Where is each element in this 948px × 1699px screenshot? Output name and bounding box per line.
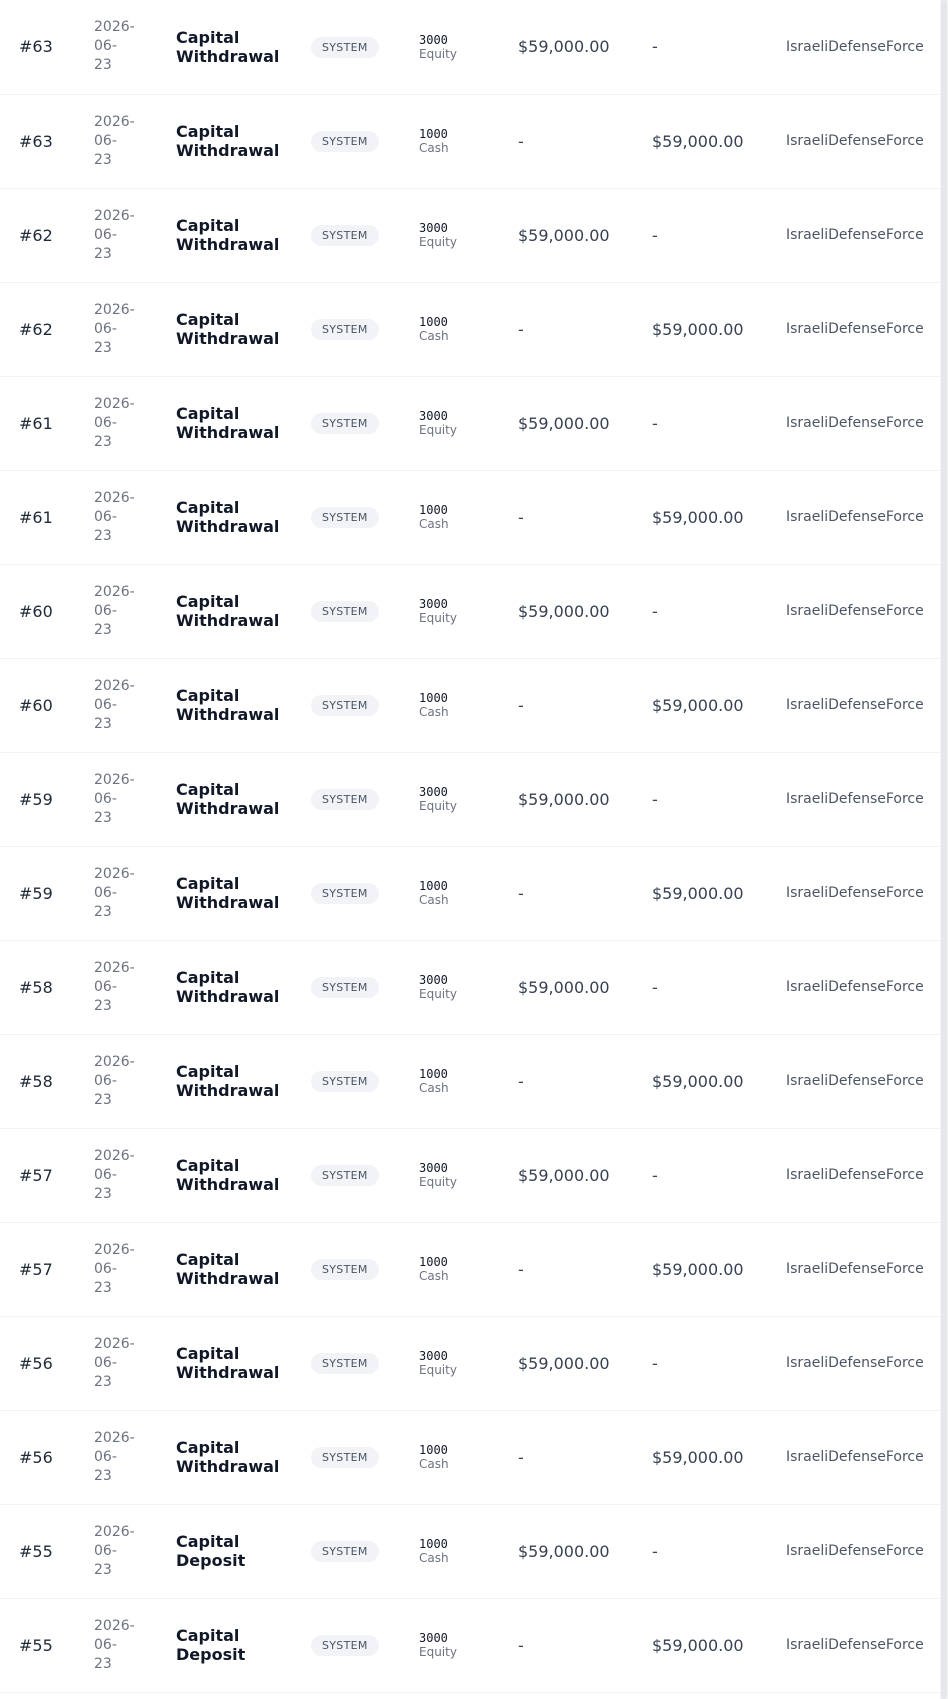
debit-amount: -: [518, 1259, 524, 1279]
account-cell: [419, 470, 518, 564]
entry-date-cell: [94, 188, 176, 282]
credit-amount: -: [652, 37, 658, 57]
entry-id: #58: [19, 1071, 53, 1091]
account-name: Equity: [419, 1175, 457, 1189]
account-code: 3000: [419, 785, 448, 799]
debit-amount: -: [518, 319, 524, 339]
entry-user: IsraeliDefenseForce: [786, 415, 924, 431]
scrollbar-thumb[interactable]: [941, 0, 947, 1699]
table-row[interactable]: [0, 1598, 940, 1692]
entry-date-cell: [94, 1504, 176, 1598]
account-code: 1000: [419, 503, 448, 517]
entry-user: IsraeliDefenseForce: [786, 133, 924, 149]
entry-date-cell: [94, 1598, 176, 1692]
entry-date-cell: [94, 1410, 176, 1504]
source-badge: SYSTEM: [311, 789, 379, 810]
account-cell: [419, 1222, 518, 1316]
entry-user: IsraeliDefenseForce: [786, 227, 924, 243]
entry-type: Capital Withdrawal: [176, 1438, 280, 1476]
entry-type: Capital Deposit: [176, 1532, 246, 1570]
entry-user: IsraeliDefenseForce: [786, 321, 924, 337]
credit-amount: $59,000.00: [652, 1259, 744, 1279]
entry-id: #62: [19, 319, 53, 339]
entry-source-cell: [311, 1598, 419, 1692]
source-badge: SYSTEM: [311, 1541, 379, 1562]
entry-id: #63: [19, 37, 53, 57]
credit-amount: -: [652, 1541, 658, 1561]
credit-amount: $59,000.00: [652, 507, 744, 527]
credit-amount: $59,000.00: [652, 1635, 744, 1655]
entry-user: IsraeliDefenseForce: [786, 1543, 924, 1559]
entry-source-cell: [311, 1222, 419, 1316]
account-code: 3000: [419, 409, 448, 423]
entry-type: Capital Withdrawal: [176, 780, 280, 818]
table-row[interactable]: [0, 94, 940, 188]
table-row[interactable]: [0, 1128, 940, 1222]
entry-date: 2026- 06- 23: [94, 771, 135, 826]
table-row[interactable]: [0, 1316, 940, 1410]
entry-type: Capital Withdrawal: [176, 122, 280, 160]
entry-date: 2026- 06- 23: [94, 19, 135, 74]
table-row[interactable]: [0, 752, 940, 846]
debit-amount: -: [518, 131, 524, 151]
table-row[interactable]: [0, 564, 940, 658]
entry-date-cell: [94, 0, 176, 94]
account-name: Cash: [419, 141, 449, 155]
source-badge: SYSTEM: [311, 1259, 379, 1280]
entry-id: #56: [19, 1447, 53, 1467]
entry-id: #61: [19, 507, 53, 527]
account-code: 3000: [419, 597, 448, 611]
table-row[interactable]: [0, 1410, 940, 1504]
account-code: 3000: [419, 1631, 448, 1645]
account-cell: [419, 940, 518, 1034]
account-cell: [419, 564, 518, 658]
entry-id: #56: [19, 1353, 53, 1373]
source-badge: SYSTEM: [311, 695, 379, 716]
debit-amount: $59,000.00: [518, 789, 610, 809]
entry-source-cell: [311, 1504, 419, 1598]
entry-date: 2026- 06- 23: [94, 489, 135, 544]
account-name: Cash: [419, 1457, 449, 1471]
credit-amount: -: [652, 977, 658, 997]
account-cell: [419, 846, 518, 940]
credit-amount: -: [652, 789, 658, 809]
account-code: 3000: [419, 973, 448, 987]
source-badge: SYSTEM: [311, 883, 379, 904]
table-row[interactable]: [0, 658, 940, 752]
account-code: 1000: [419, 127, 448, 141]
credit-amount: -: [652, 1353, 658, 1373]
entry-type: Capital Withdrawal: [176, 874, 280, 912]
account-cell: [419, 0, 518, 94]
entry-type: Capital Withdrawal: [176, 592, 280, 630]
entry-type: Capital Withdrawal: [176, 1344, 280, 1382]
entry-date-cell: [94, 658, 176, 752]
entry-date: 2026- 06- 23: [94, 301, 135, 356]
entry-type: Capital Withdrawal: [176, 968, 280, 1006]
debit-amount: -: [518, 1447, 524, 1467]
account-cell: [419, 1128, 518, 1222]
account-code: 1000: [419, 1255, 448, 1269]
scrollbar-track[interactable]: [940, 0, 948, 1699]
entry-date-cell: [94, 752, 176, 846]
account-code: 1000: [419, 691, 448, 705]
account-cell: [419, 1410, 518, 1504]
entry-id: #55: [19, 1635, 53, 1655]
source-badge: SYSTEM: [311, 37, 379, 58]
account-cell: [419, 376, 518, 470]
credit-amount: $59,000.00: [652, 1447, 744, 1467]
account-name: Cash: [419, 329, 449, 343]
entry-date: 2026- 06- 23: [94, 1241, 135, 1296]
table-row[interactable]: [0, 0, 940, 94]
account-name: Cash: [419, 1081, 449, 1095]
entry-date: 2026- 06- 23: [94, 207, 135, 262]
debit-amount: -: [518, 1635, 524, 1655]
entry-date-cell: [94, 940, 176, 1034]
entry-source-cell: [311, 1410, 419, 1504]
account-code: 3000: [419, 1161, 448, 1175]
account-cell: [419, 1034, 518, 1128]
entry-user: IsraeliDefenseForce: [786, 979, 924, 995]
source-badge: SYSTEM: [311, 1635, 379, 1656]
entry-id: #59: [19, 883, 53, 903]
account-cell: [419, 94, 518, 188]
source-badge: SYSTEM: [311, 507, 379, 528]
entry-source-cell: [311, 940, 419, 1034]
table-row[interactable]: [0, 376, 940, 470]
entry-type: Capital Withdrawal: [176, 1250, 280, 1288]
account-name: Equity: [419, 46, 457, 61]
entry-user: IsraeliDefenseForce: [786, 1261, 924, 1277]
entry-user: IsraeliDefenseForce: [786, 697, 924, 713]
credit-amount: -: [652, 225, 658, 245]
entry-user: IsraeliDefenseForce: [786, 603, 924, 619]
source-badge: SYSTEM: [311, 225, 379, 246]
table-row[interactable]: [0, 470, 940, 564]
entry-date: 2026- 06- 23: [94, 677, 135, 732]
entry-source-cell: [311, 752, 419, 846]
account-cell: [419, 1504, 518, 1598]
entry-type: Capital Withdrawal: [176, 1156, 280, 1194]
entry-source-cell: [311, 0, 419, 94]
entry-date: 2026- 06- 23: [94, 1429, 135, 1484]
entry-type: Capital Withdrawal: [176, 498, 280, 536]
debit-amount: -: [518, 507, 524, 527]
source-badge: SYSTEM: [311, 601, 379, 622]
debit-amount: $59,000.00: [518, 1541, 610, 1561]
entry-type: Capital Deposit: [176, 1626, 246, 1664]
debit-amount: -: [518, 883, 524, 903]
entry-date-cell: [94, 470, 176, 564]
entry-id: #63: [19, 131, 53, 151]
entry-id: #59: [19, 789, 53, 809]
account-code: 1000: [419, 879, 448, 893]
entry-source-cell: [311, 376, 419, 470]
account-name: Equity: [419, 987, 457, 1001]
table-row[interactable]: [0, 940, 940, 1034]
credit-amount: -: [652, 601, 658, 621]
debit-amount: $59,000.00: [518, 977, 610, 997]
account-name: Cash: [419, 517, 449, 531]
account-name: Equity: [419, 423, 457, 437]
entry-user: IsraeliDefenseForce: [786, 38, 924, 55]
account-code: 1000: [419, 315, 448, 329]
debit-amount: $59,000.00: [518, 37, 610, 57]
credit-amount: $59,000.00: [652, 319, 744, 339]
entry-source-cell: [311, 470, 419, 564]
entry-id: #60: [19, 695, 53, 715]
entry-id: #57: [19, 1259, 53, 1279]
entry-date-cell: [94, 1316, 176, 1410]
entry-id: #55: [19, 1541, 53, 1561]
entry-date-cell: [94, 1128, 176, 1222]
entry-type: Capital Withdrawal: [176, 1062, 280, 1100]
credit-amount: -: [652, 1165, 658, 1185]
credit-amount: $59,000.00: [652, 1071, 744, 1091]
entry-type: Capital Withdrawal: [176, 686, 280, 724]
account-code: 3000: [419, 1349, 448, 1363]
entry-user: IsraeliDefenseForce: [786, 791, 924, 807]
table-row[interactable]: [0, 1504, 940, 1598]
account-cell: [419, 1598, 518, 1692]
entry-id: #62: [19, 225, 53, 245]
debit-amount: $59,000.00: [518, 413, 610, 433]
debit-amount: $59,000.00: [518, 225, 610, 245]
source-badge: SYSTEM: [311, 977, 379, 998]
credit-amount: $59,000.00: [652, 695, 744, 715]
source-badge: SYSTEM: [311, 131, 379, 152]
entry-id: #58: [19, 977, 53, 997]
entry-date: 2026- 06- 23: [94, 865, 135, 920]
entry-source-cell: [311, 846, 419, 940]
entry-source-cell: [311, 94, 419, 188]
account-cell: [419, 752, 518, 846]
entry-id: #57: [19, 1165, 53, 1185]
entry-source-cell: [311, 1128, 419, 1222]
entry-type: Capital Withdrawal: [176, 404, 280, 442]
account-code: 1000: [419, 1443, 448, 1457]
account-cell: [419, 1316, 518, 1410]
entry-user: IsraeliDefenseForce: [786, 1449, 924, 1465]
account-name: Cash: [419, 893, 449, 907]
entry-user: IsraeliDefenseForce: [786, 885, 924, 901]
account-name: Cash: [419, 1551, 449, 1565]
entry-date-cell: [94, 846, 176, 940]
account-name: Cash: [419, 705, 449, 719]
entry-source-cell: [311, 282, 419, 376]
table-row[interactable]: [0, 1222, 940, 1316]
debit-amount: $59,000.00: [518, 1353, 610, 1373]
entry-date: 2026- 06- 23: [94, 959, 135, 1014]
entry-date-cell: [94, 1034, 176, 1128]
table-row[interactable]: [0, 846, 940, 940]
entry-user: IsraeliDefenseForce: [786, 1355, 924, 1371]
debit-amount: -: [518, 695, 524, 715]
account-name: Equity: [419, 1363, 457, 1377]
entry-source-cell: [311, 1316, 419, 1410]
source-badge: SYSTEM: [311, 319, 379, 340]
account-cell: [419, 188, 518, 282]
entry-type: Capital Withdrawal: [176, 310, 280, 348]
account-cell: [419, 658, 518, 752]
entry-type: Capital Withdrawal: [176, 27, 280, 66]
account-name: Cash: [419, 1269, 449, 1283]
table-row[interactable]: [0, 282, 940, 376]
entry-date-cell: [94, 376, 176, 470]
table-row[interactable]: [0, 188, 940, 282]
entry-user: IsraeliDefenseForce: [786, 1073, 924, 1089]
entry-source-cell: [311, 188, 419, 282]
account-code: 3000: [419, 221, 448, 235]
source-badge: SYSTEM: [311, 1447, 379, 1468]
entry-date: 2026- 06- 23: [94, 395, 135, 450]
entry-type: Capital Withdrawal: [176, 216, 280, 254]
entry-date-cell: [94, 94, 176, 188]
entry-date-cell: [94, 1222, 176, 1316]
entry-user: IsraeliDefenseForce: [786, 1167, 924, 1183]
entry-user: IsraeliDefenseForce: [786, 1637, 924, 1653]
entry-date: 2026- 06- 23: [94, 1335, 135, 1390]
source-badge: SYSTEM: [311, 413, 379, 434]
account-code: 1000: [419, 1067, 448, 1081]
account-name: Equity: [419, 1645, 457, 1659]
entry-id: #60: [19, 601, 53, 621]
account-name: Equity: [419, 799, 457, 813]
entry-source-cell: [311, 564, 419, 658]
account-name: Equity: [419, 611, 457, 625]
entry-source-cell: [311, 1034, 419, 1128]
entry-date: 2026- 06- 23: [94, 583, 135, 638]
credit-amount: -: [652, 413, 658, 433]
entry-user: IsraeliDefenseForce: [786, 509, 924, 525]
source-badge: SYSTEM: [311, 1353, 379, 1374]
debit-amount: -: [518, 1071, 524, 1091]
entry-date: 2026- 06- 23: [94, 1523, 135, 1578]
entry-id: #61: [19, 413, 53, 433]
source-badge: SYSTEM: [311, 1071, 379, 1092]
entry-date: 2026- 06- 23: [94, 1617, 135, 1672]
source-badge: SYSTEM: [311, 1165, 379, 1186]
account-code: 3000: [419, 32, 448, 47]
credit-amount: $59,000.00: [652, 131, 744, 151]
debit-amount: $59,000.00: [518, 601, 610, 621]
account-code: 1000: [419, 1537, 448, 1551]
entry-date-cell: [94, 282, 176, 376]
entry-source-cell: [311, 658, 419, 752]
debit-amount: $59,000.00: [518, 1165, 610, 1185]
entry-date-cell: [94, 564, 176, 658]
credit-amount: $59,000.00: [652, 883, 744, 903]
table-row[interactable]: [0, 1034, 940, 1128]
entry-date: 2026- 06- 23: [94, 1147, 135, 1202]
account-name: Equity: [419, 235, 457, 249]
account-cell: [419, 282, 518, 376]
entry-date: 2026- 06- 23: [94, 113, 135, 168]
entry-date: 2026- 06- 23: [94, 1053, 135, 1108]
